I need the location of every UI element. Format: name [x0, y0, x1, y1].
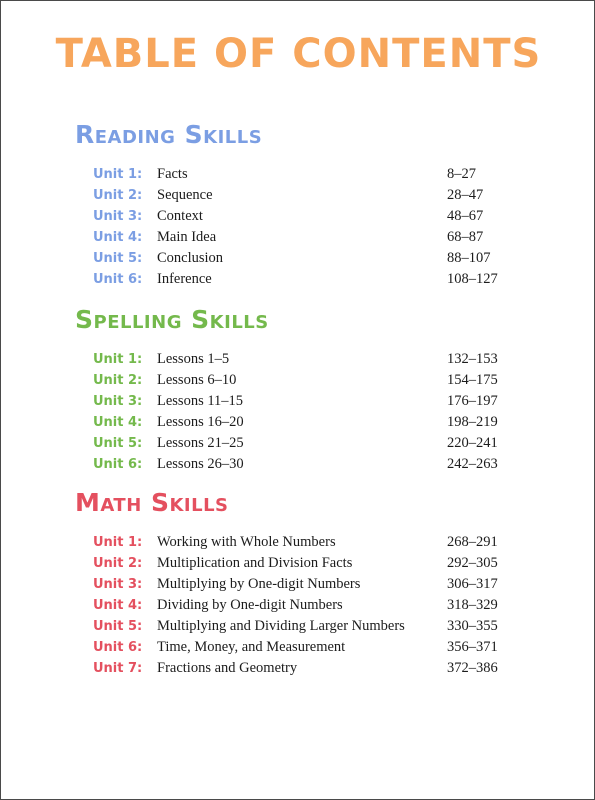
toc-row: [1, 269, 595, 290]
unit-label: Unit 3:: [93, 394, 143, 409]
unit-topic: Working with Whole Numbers: [157, 534, 336, 550]
unit-topic: Multiplying by One-digit Numbers: [157, 576, 361, 592]
unit-label: Unit 4:: [93, 598, 143, 613]
toc-row: [1, 370, 595, 391]
toc-row: [1, 433, 595, 454]
section-heading: Math Skills: [75, 488, 229, 517]
toc-row: [1, 658, 595, 679]
page-range: 68–87: [447, 229, 484, 245]
toc-row: [1, 248, 595, 269]
toc-row: [1, 595, 595, 616]
unit-topic: Sequence: [157, 187, 213, 203]
unit-label: Unit 4:: [93, 415, 143, 430]
page-range: 108–127: [447, 271, 498, 287]
section-rows: [1, 532, 595, 679]
page-range: 330–355: [447, 618, 498, 634]
page-range: 176–197: [447, 393, 498, 409]
toc-row: [1, 553, 595, 574]
section-rows: [1, 164, 595, 290]
section-heading: Reading Skills: [75, 120, 263, 149]
unit-topic: Inference: [157, 271, 212, 287]
unit-label: Unit 6:: [93, 272, 143, 287]
page-range: 292–305: [447, 555, 498, 571]
toc-row: [1, 616, 595, 637]
toc-row: [1, 454, 595, 475]
toc-row: [1, 349, 595, 370]
unit-label: Unit 3:: [93, 577, 143, 592]
page-range: 8–27: [447, 166, 476, 182]
page-range: 242–263: [447, 456, 498, 472]
page-range: 220–241: [447, 435, 498, 451]
unit-label: Unit 4:: [93, 230, 143, 245]
page-range: 48–67: [447, 208, 484, 224]
unit-topic: Lessons 1–5: [157, 351, 230, 367]
unit-label: Unit 2:: [93, 556, 143, 571]
unit-label: Unit 3:: [93, 209, 143, 224]
section-rows: [1, 349, 595, 475]
page-range: 306–317: [447, 576, 498, 592]
unit-topic: Main Idea: [157, 229, 217, 245]
page-range: 132–153: [447, 351, 498, 367]
toc-row: [1, 574, 595, 595]
unit-label: Unit 2:: [93, 188, 143, 203]
unit-topic: Lessons 16–20: [157, 414, 244, 430]
unit-label: Unit 7:: [93, 661, 143, 676]
unit-topic: Context: [157, 208, 203, 224]
unit-topic: Lessons 26–30: [157, 456, 244, 472]
toc-row: [1, 391, 595, 412]
unit-topic: Lessons 21–25: [157, 435, 244, 451]
unit-label: Unit 6:: [93, 640, 143, 655]
unit-topic: Dividing by One-digit Numbers: [157, 597, 343, 613]
toc-row: [1, 412, 595, 433]
page-range: 372–386: [447, 660, 498, 676]
unit-topic: Fractions and Geometry: [157, 660, 298, 676]
unit-topic: Lessons 11–15: [157, 393, 244, 409]
unit-label: Unit 1:: [93, 535, 143, 550]
page-range: 268–291: [447, 534, 498, 550]
unit-label: Unit 1:: [93, 352, 143, 367]
unit-label: Unit 5:: [93, 619, 143, 634]
toc-row: [1, 637, 595, 658]
unit-topic: Time, Money, and Measurement: [157, 639, 346, 655]
unit-label: Unit 1:: [93, 167, 143, 182]
page-range: 198–219: [447, 414, 498, 430]
unit-topic: Multiplication and Division Facts: [157, 555, 353, 571]
unit-label: Unit 2:: [93, 373, 143, 388]
unit-label: Unit 6:: [93, 457, 143, 472]
page-range: 154–175: [447, 372, 498, 388]
unit-topic: Conclusion: [157, 250, 224, 266]
unit-topic: Facts: [157, 166, 188, 182]
page-range: 356–371: [447, 639, 498, 655]
toc-row: [1, 164, 595, 185]
toc-row: [1, 532, 595, 553]
unit-label: Unit 5:: [93, 436, 143, 451]
page-title: TABLE OF CONTENTS: [55, 31, 542, 77]
page-range: 318–329: [447, 597, 498, 613]
page-range: 28–47: [447, 187, 484, 203]
toc-row: [1, 206, 595, 227]
toc-row: [1, 185, 595, 206]
unit-topic: Lessons 6–10: [157, 372, 237, 388]
unit-label: Unit 5:: [93, 251, 143, 266]
section-heading: Spelling Skills: [75, 305, 269, 334]
page-range: 88–107: [447, 250, 491, 266]
toc-row: [1, 227, 595, 248]
unit-topic: Multiplying and Dividing Larger Numbers: [157, 618, 405, 634]
